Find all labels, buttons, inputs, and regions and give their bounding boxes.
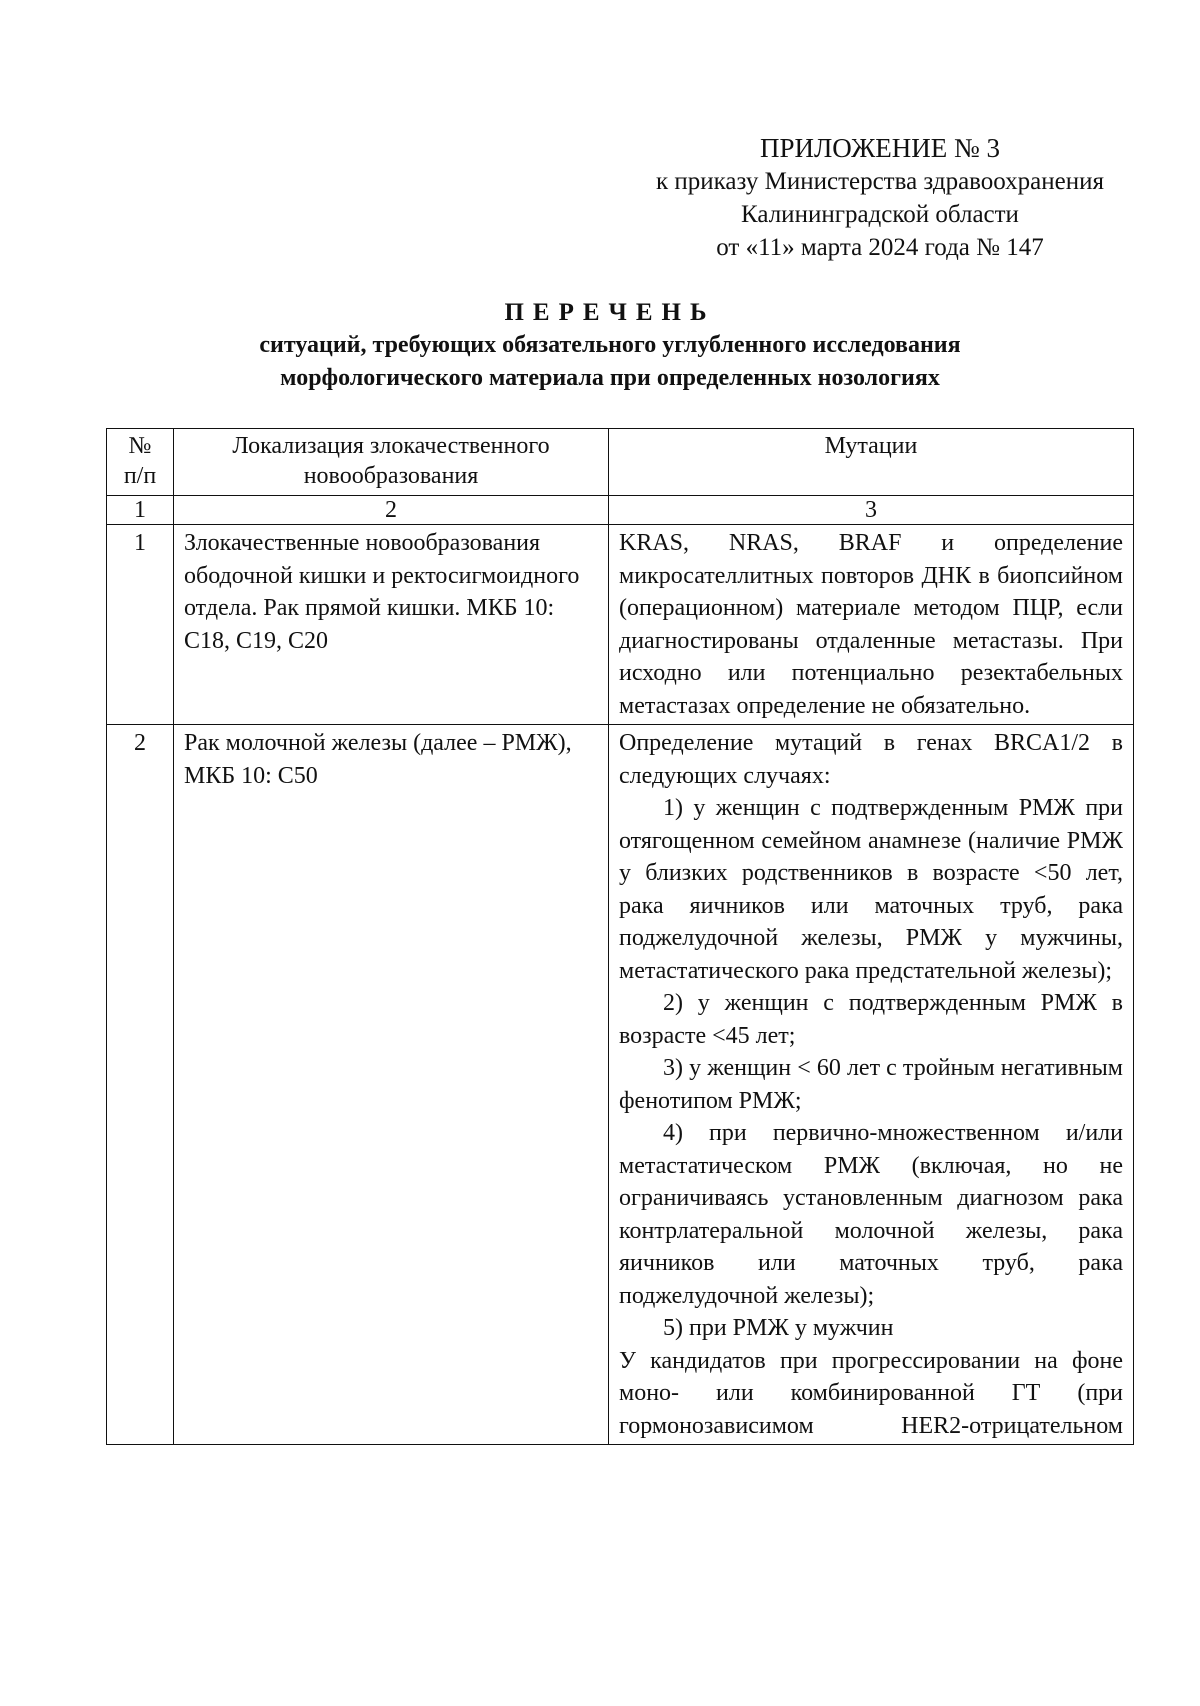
table-row — [107, 525, 1134, 725]
appendix-line-2: Калининградской области — [741, 201, 1019, 228]
header-localization: Локализация злокачественного новообразования — [174, 429, 609, 496]
document-subtitle-2: морфологического материала при определенных нозологиях — [280, 365, 940, 391]
mutations-item: 4) при первично-множественном и/или метастатическом РМЖ (включая, но не ограничиваясь установленным диагнозом рака контрлатеральной молочной железы, рака яичников или маточных труб, рака поджелудочной железы); — [619, 1120, 1123, 1309]
document-subtitle-1: ситуаций, требующих обязательного углубленного исследования — [259, 332, 961, 358]
table-index-row — [107, 496, 1134, 525]
index-cell-3: 3 — [609, 496, 1134, 525]
mutations-item: 1) у женщин с подтвержденным РМЖ при отягощенном семейном анамнезе (наличие РМЖ у близких родственников в возрасте <50 лет, рака яичников или маточных труб, рака поджелудочной железы, РМЖ у мужчины, метастатического рака предстательной железы); — [619, 795, 1123, 984]
mutations-item: 2) у женщин с подтвержденным РМЖ в возрасте <45 лет; — [619, 990, 1123, 1049]
index-cell-1: 1 — [107, 496, 174, 525]
nosology-table — [106, 428, 1134, 1445]
row-mutations — [609, 725, 1134, 1445]
mutations-item: 3) у женщин < 60 лет с тройным негативным фенотипом РМЖ; — [619, 1055, 1123, 1114]
mutations-intro: Определение мутаций в генах BRCA1/2 в следующих случаях: — [619, 730, 1123, 789]
row-localization: Рак молочной железы (далее – РМЖ), МКБ 10: С50 — [174, 725, 609, 1445]
appendix-line-1: к приказу Министерства здравоохранения — [655, 168, 1105, 195]
table-row — [107, 725, 1134, 1445]
row-localization: Злокачественные новообразования ободочной кишки и ректосигмоидного отдела. Рак прямой кишки. МКБ 10: С18, С19, С20 — [174, 525, 609, 725]
header-mutations: Мутации — [609, 429, 1134, 496]
appendix-title: ПРИЛОЖЕНИЕ № 3 — [759, 133, 1001, 163]
index-cell-2: 2 — [174, 496, 609, 525]
row-number: 1 — [107, 525, 174, 725]
appendix-header — [600, 132, 1160, 264]
table-header-row — [107, 429, 1134, 496]
document-title: ПЕРЕЧЕНЬ — [504, 299, 716, 326]
header-num: № п/п — [107, 429, 174, 496]
mutations-item: 5) при РМЖ у мужчин — [663, 1315, 894, 1341]
mutations-outro: У кандидатов при прогрессировании на фоне моно- или комбинированной ГТ (при гормонозависимом HER2-отрицательном — [619, 1347, 1123, 1439]
document-title-block — [100, 296, 1120, 395]
row-mutations: KRAS, NRAS, BRAF и определение микросателлитных повторов ДНК в биопсийном (операционном) материале методом ПЦР, если диагностированы отдаленные метастазы. При исходно или потенциально резектабельных метастазах определение не обязательно. — [609, 525, 1134, 725]
row-number: 2 — [107, 725, 174, 1445]
appendix-line-3: от «11» марта 2024 года № 147 — [716, 234, 1044, 261]
